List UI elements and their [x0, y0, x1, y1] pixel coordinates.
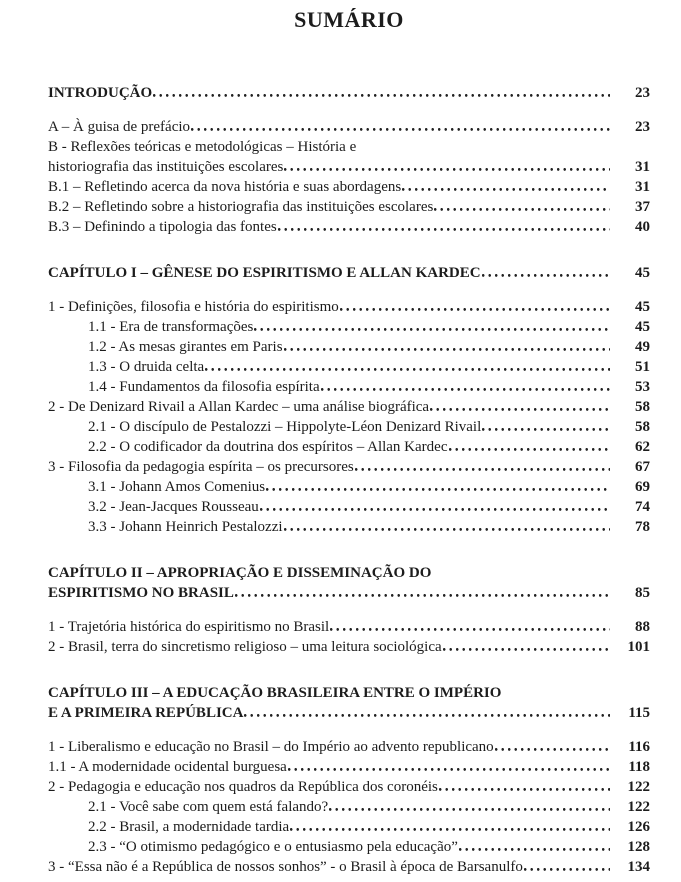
page-number: 49	[635, 339, 650, 355]
dot-leader	[524, 867, 610, 871]
toc-entry-row	[48, 437, 650, 457]
toc-entry-text: 2.1 - Você sabe com quem está falando?	[88, 799, 329, 815]
dot-leader	[329, 807, 610, 811]
toc-entry-row	[48, 497, 650, 517]
toc-entry-text: B.3 – Definindo a tipologia das fontes	[48, 219, 277, 235]
toc-entry-text: 2.3 - “O otimismo pedagógico e o entusiasmo pela educação”	[88, 839, 458, 855]
toc-heading-text: E A PRIMEIRA REPÚBLICA	[48, 705, 244, 721]
toc-entry-text: 2.2 - Brasil, a modernidade tardia	[88, 819, 290, 835]
page-number: 134	[627, 859, 650, 875]
page-number: 67	[635, 459, 650, 475]
toc-entry-text: B.1 – Refletindo acerca da nova história e suas abordagens	[48, 179, 402, 195]
toc-entry-text: 3 - “Essa não é a República de nossos sonhos” - o Brasil à época de Barsanulfo	[48, 859, 523, 875]
dot-leader	[434, 207, 610, 211]
dot-leader	[439, 787, 610, 791]
toc-heading-row	[48, 83, 650, 103]
toc-heading-text: CAPÍTULO II – APROPRIAÇÃO E DISSEMINAÇÃO DO	[48, 565, 432, 581]
toc-entry-row	[48, 817, 650, 837]
toc-entry-text: 1.1 - Era de transformações	[88, 319, 254, 335]
toc-entry-row	[48, 177, 650, 197]
page-number: 78	[635, 519, 650, 535]
toc-heading-row	[48, 263, 650, 283]
toc-entry-text: 2 - De Denizard Rivail a Allan Kardec – uma análise biográfica	[48, 399, 430, 415]
dot-leader	[235, 593, 610, 597]
toc-entry-row	[48, 797, 650, 817]
page-number: 31	[635, 159, 650, 175]
dot-leader	[284, 527, 610, 531]
toc-heading-row	[48, 563, 650, 583]
toc-entry-text: 2 - Brasil, terra do sincretismo religioso – uma leitura sociológica	[48, 639, 442, 655]
dot-leader	[266, 487, 610, 491]
page-number: 40	[635, 219, 650, 235]
toc-entry-text: 2.1 - O discípulo de Pestalozzi – Hippolyte-Léon Denizard Rivail	[88, 419, 482, 435]
dot-leader	[355, 467, 610, 471]
toc-entry-row	[48, 737, 650, 757]
page-number: 122	[627, 799, 650, 815]
toc-entry-row	[48, 377, 650, 397]
dot-leader	[443, 647, 610, 651]
toc-entry-row	[48, 317, 650, 337]
dot-leader	[459, 847, 610, 851]
dot-leader	[191, 127, 610, 131]
dot-leader	[244, 713, 610, 717]
page-title: SUMÁRIO	[294, 7, 404, 32]
page-number: 37	[635, 199, 650, 215]
toc-heading-text: CAPÍTULO I – GÊNESE DO ESPIRITISMO E ALLAN KARDEC	[48, 265, 481, 281]
toc-entry-text: B.2 – Refletindo sobre a historiografia das instituições escolares	[48, 199, 434, 215]
toc-entry-row	[48, 517, 650, 537]
toc-entry-row	[48, 637, 650, 657]
toc-entry-text: 3 - Filosofia da pedagogia espírita – os precursores	[48, 459, 354, 475]
toc-entry-text: 2.2 - O codificador da doutrina dos espíritos – Allan Kardec	[88, 439, 448, 455]
toc-entry-row	[48, 477, 650, 497]
toc-heading-text: ESPIRITISMO NO BRASIL	[48, 585, 234, 601]
toc-section-body	[48, 737, 650, 877]
toc-entry-text: 1 - Definições, filosofia e história do espiritismo	[48, 299, 339, 315]
page-number: 45	[635, 265, 650, 281]
toc-entry-row	[48, 117, 650, 137]
dot-leader	[254, 327, 610, 331]
toc-entry-text: A – À guisa de prefácio	[48, 119, 191, 135]
toc-entry-row	[48, 777, 650, 797]
page-number: 85	[635, 585, 650, 601]
page-number: 31	[635, 179, 650, 195]
dot-leader	[153, 93, 610, 97]
toc-entry-row	[48, 397, 650, 417]
toc-heading-text: CAPÍTULO III – A EDUCAÇÃO BRASILEIRA ENTRE O IMPÉRIO	[48, 685, 502, 701]
toc-entry-text: 1 - Liberalismo e educação no Brasil – do Império ao advento republicano	[48, 739, 494, 755]
toc-entry-text: 3.3 - Johann Heinrich Pestalozzi	[88, 519, 283, 535]
page-number: 53	[635, 379, 650, 395]
toc-section	[48, 683, 650, 877]
toc-entry-text: 3.2 - Jean-Jacques Rousseau	[88, 499, 259, 515]
toc-heading-row	[48, 683, 650, 703]
toc-entry-row	[48, 857, 650, 877]
dot-leader	[290, 827, 610, 831]
toc-entry-row	[48, 357, 650, 377]
page-number: 118	[628, 759, 650, 775]
dot-leader	[278, 227, 610, 231]
dot-leader	[330, 627, 610, 631]
toc-entry-text: 2 - Pedagogia e educação nos quadros da República dos coronéis	[48, 779, 438, 795]
dot-leader	[482, 427, 610, 431]
toc-section	[48, 83, 650, 237]
toc-heading-row	[48, 583, 650, 603]
dot-leader	[284, 347, 610, 351]
toc-entry-row	[48, 297, 650, 317]
page-number: 58	[635, 399, 650, 415]
dot-leader	[340, 307, 610, 311]
dot-leader	[321, 387, 610, 391]
dot-leader	[482, 273, 610, 277]
toc-entry-row	[48, 157, 650, 177]
table-of-contents	[48, 83, 650, 877]
dot-leader	[260, 507, 610, 511]
toc-entry-text: 1.4 - Fundamentos da filosofia espírita	[88, 379, 320, 395]
dot-leader	[430, 407, 610, 411]
toc-section-body	[48, 117, 650, 237]
toc-entry-text: 1.3 - O druida celta	[88, 359, 205, 375]
toc-section-body	[48, 297, 650, 537]
toc-heading-text: INTRODUÇÃO	[48, 85, 153, 101]
toc-entry-text: historiografia das instituições escolares	[48, 159, 284, 175]
page-number: 128	[627, 839, 650, 855]
page-number: 74	[635, 499, 650, 515]
page-number: 51	[635, 359, 650, 375]
dot-leader	[449, 447, 611, 451]
page-number: 115	[628, 705, 650, 721]
toc-section	[48, 263, 650, 537]
toc-entry-row	[48, 457, 650, 477]
toc-entry-text: 1.1 - A modernidade ocidental burguesa	[48, 759, 287, 775]
toc-entry-text: 1.2 - As mesas girantes em Paris	[88, 339, 283, 355]
page-number: 69	[635, 479, 650, 495]
page-number: 88	[635, 619, 650, 635]
page-number: 23	[635, 85, 650, 101]
toc-entry-text: 3.1 - Johann Amos Comenius	[88, 479, 266, 495]
toc-entry-text: B - Reflexões teóricas e metodológicas – História e	[48, 139, 357, 155]
dot-leader	[402, 187, 610, 191]
page-number: 58	[635, 419, 650, 435]
page-number: 101	[627, 639, 650, 655]
toc-entry-row	[48, 417, 650, 437]
toc-entry-row	[48, 837, 650, 857]
page-number: 23	[635, 119, 650, 135]
dot-leader	[495, 747, 610, 751]
toc-entry-row	[48, 137, 650, 157]
toc-heading-row	[48, 703, 650, 723]
page-number: 62	[635, 439, 650, 455]
toc-section-body	[48, 617, 650, 657]
dot-leader	[284, 167, 610, 171]
dot-leader	[288, 767, 610, 771]
page-number: 45	[635, 299, 650, 315]
page-number: 116	[628, 739, 650, 755]
toc-section	[48, 563, 650, 657]
dot-leader	[205, 367, 610, 371]
page-number: 126	[627, 819, 650, 835]
page-number: 122	[627, 779, 650, 795]
page-number: 45	[635, 319, 650, 335]
toc-entry-row	[48, 617, 650, 637]
toc-entry-text: 1 - Trajetória histórica do espiritismo no Brasil	[48, 619, 330, 635]
toc-entry-row	[48, 757, 650, 777]
toc-entry-row	[48, 217, 650, 237]
toc-entry-row	[48, 337, 650, 357]
toc-entry-row	[48, 197, 650, 217]
